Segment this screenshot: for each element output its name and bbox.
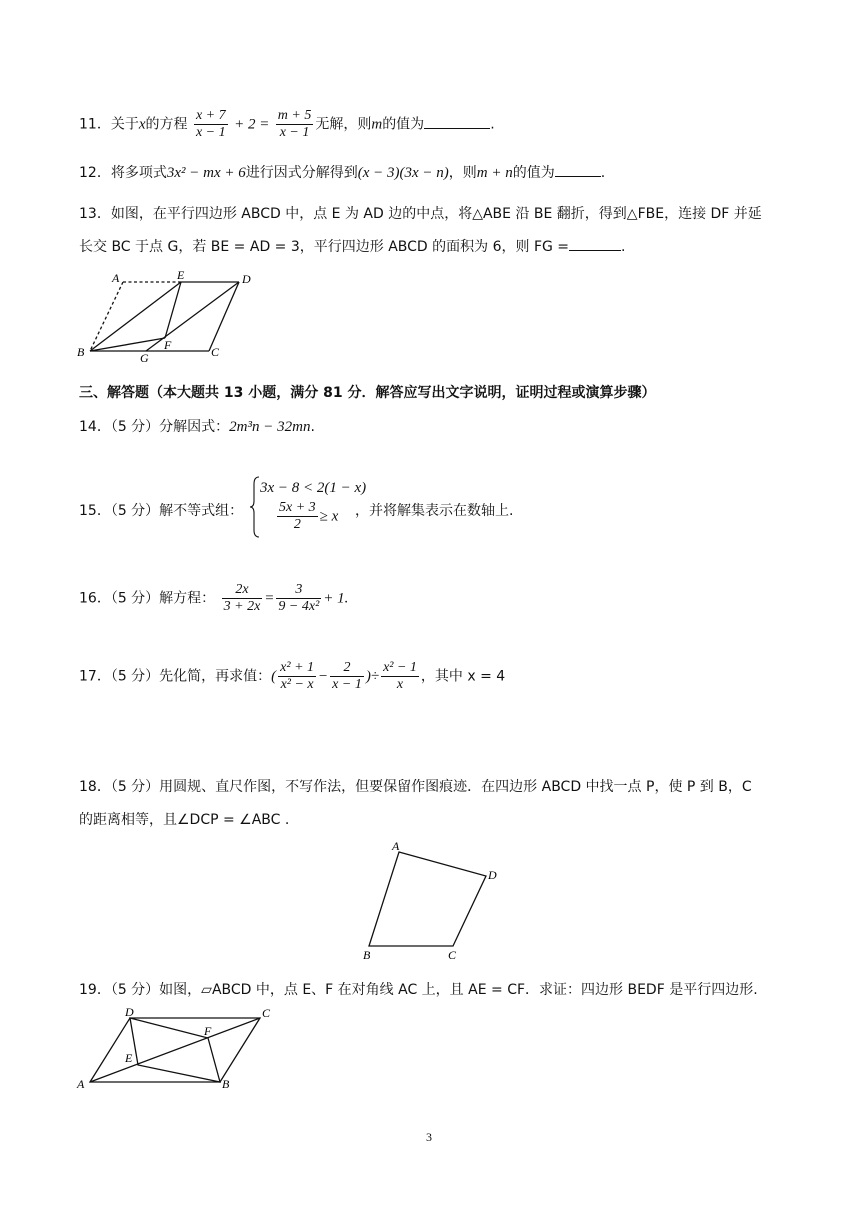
plus-two: + 2 = [234,116,270,133]
numerator: m + 5 [277,108,312,123]
label-D: D [125,1005,134,1019]
period: . [490,116,495,133]
question-18-line-1: 18．（5 分）用圆规、直尺作图，不写作法，但要保留作图痕迹．在四边形 ABCD 中找一点 P，使 P 到 B，C [79,779,752,795]
label-F: F [164,338,172,352]
quadrilateral-ABCD [369,852,486,946]
label-E: E [125,1051,133,1065]
fraction-1 [194,108,228,141]
figure-13-parallelogram [74,268,264,366]
expression: 2m³n − 32mn [229,419,311,435]
question-13-line-2 [79,236,626,256]
question-16 [79,582,348,615]
numerator: 2x [222,582,263,599]
denominator: 2 [293,517,301,532]
ge-x: ≥ x [319,508,339,525]
question-15-tail: ，并将解集表示在数轴上. [355,503,514,519]
segment-DG [146,282,239,351]
label-E: E [177,268,185,282]
inequality-1: 3x − 8 < 2(1 − x) [260,480,367,496]
period: . [310,419,315,435]
denominator: x [396,677,404,692]
q11-text: 的方程 [145,116,188,133]
fraction-2 [276,108,314,141]
q14-number: 14．（5 分）分解因式： [79,419,230,435]
divide: ÷ [370,668,380,685]
close-paren: ) [365,668,371,685]
label-D: D [242,272,251,286]
question-11 [79,108,495,141]
label-B: B [222,1077,230,1091]
question-15-label: 15．（5 分）解不等式组： [79,503,244,519]
var-m: m [371,116,383,133]
plus-one: + 1. [323,590,349,607]
answer-blank[interactable] [424,114,490,129]
polynomial: 3x² − mx + 6 [166,165,246,181]
equals: = [264,590,275,607]
section-3-heading: 三、解答题（本大题共 13 小题，满分 81 分．解答应写出文字说明，证明过程或演算步骤） [79,385,656,401]
numerator: x² − 1 [383,660,417,675]
fraction-1 [222,582,263,615]
period: . [600,165,606,181]
q12-text: 进行因式分解得到 [245,165,358,181]
numerator: 2 [330,660,364,677]
open-paren: ( [271,668,277,685]
q17-number: 17．（5 分）先化简，再求值： [79,668,272,685]
denominator: x − 1 [279,125,310,140]
label-A: A [112,271,120,285]
answer-blank[interactable] [555,162,601,177]
denominator: x − 1 [332,677,362,692]
label-A: A [392,839,400,853]
q16-number: 16．（5 分）解方程： [79,590,216,607]
label-D: D [488,868,497,882]
numerator: 5x + 3 [279,500,316,515]
numerator: x + 7 [195,108,226,123]
label-B: B [363,948,371,962]
question-19: 19．（5 分）如图，▱ABCD 中，点 E、F 在对角线 AC 上，且 AE = CF．求证：四边形 BEDF 是平行四边形. [79,982,758,998]
label-C: C [211,345,220,359]
figure-19-parallelogram [74,1004,284,1094]
q11-text-2: 无解，则 [315,116,372,133]
numerator: x² + 1 [280,660,315,675]
segment-AB [90,282,123,351]
question-17 [79,660,505,693]
question-14 [79,416,315,436]
inequality-2 [275,500,338,533]
denominator: 9 − 4x² [278,599,320,614]
label-G: G [140,351,149,365]
fraction-2 [330,660,364,693]
fraction-1 [278,660,316,693]
segment-EF [165,282,181,338]
fraction-2 [276,582,321,615]
q12-number: 12．将多项式 [79,165,167,181]
question-13-line-1: 13．如图，在平行四边形 ABCD 中，点 E 为 AD 边的中点，将△ABE 沿 BE 翻折，得到△FBE，连接 DF 并延 [79,206,762,222]
question-18-line-2: 的距离相等，且∠DCP = ∠ABC . [79,812,290,828]
page-number: 3 [426,1130,432,1144]
denominator: x − 1 [195,125,226,140]
numerator: 3 [276,582,321,599]
label-C: C [262,1006,271,1020]
minus: − [318,668,329,685]
q12-text-3: 的值为 [512,165,555,181]
q11-number: 11．关于 [79,116,139,133]
fraction-3 [381,660,419,693]
label-A: A [77,1077,85,1091]
label-B: B [77,345,85,359]
q12-text-2: ，则 [448,165,477,181]
m-plus-n: m + n [476,165,513,181]
var-x: x [138,116,146,133]
label-C: C [448,948,457,962]
figure-18-quadrilateral [358,838,508,964]
question-12 [79,162,605,182]
factored-form: (x − 3)(3x − n) [357,165,449,181]
label-F: F [204,1024,212,1038]
answer-blank[interactable] [569,236,621,251]
denominator: x² − x [280,677,314,692]
q17-tail: ，其中 x = 4 [420,668,506,685]
period: . [621,239,626,255]
denominator: 3 + 2x [223,599,261,614]
q11-text-3: 的值为 [382,116,425,133]
q13-text: 长交 BC 于点 G，若 BE = AD = 3，平行四边形 ABCD 的面积为 6，则 FG = [79,239,570,255]
brace [250,476,260,538]
